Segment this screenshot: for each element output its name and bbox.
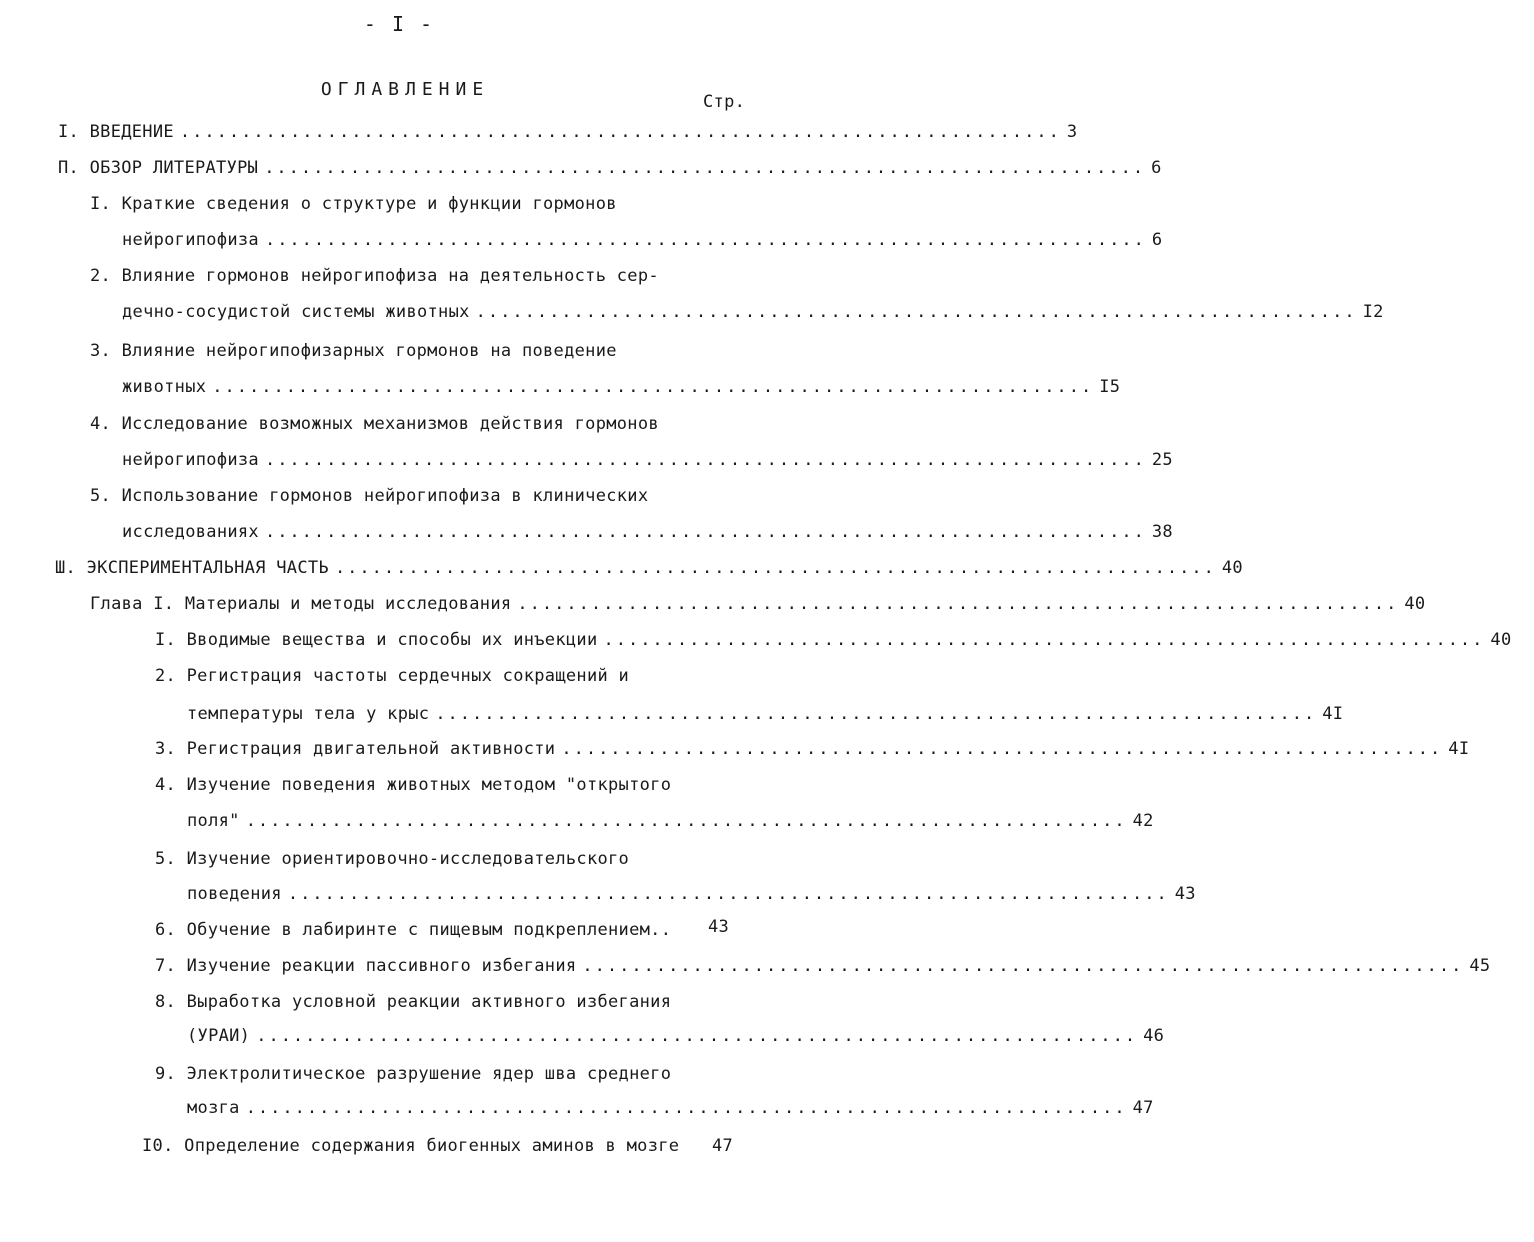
dot-leader: ........................................................................ — [264, 230, 1146, 250]
entry-number: I. — [155, 630, 177, 650]
entry-title: ОБЗОР ЛИТЕРАТУРЫ — [89, 158, 259, 178]
entry-title: Обучение в лабиринте с пищевым подкреплением.. — [186, 920, 672, 940]
toc-entry-biogenic-amines[interactable] — [142, 1136, 679, 1156]
dot-leader: ........................................................................ — [603, 630, 1485, 650]
entry-title-continued: дечно-сосудистой системы животных — [122, 302, 470, 322]
entry-title: Влияние нейрогипофизарных гормонов на поведение — [121, 341, 617, 361]
entry-page: 45 — [1469, 956, 1491, 976]
entry-title-continued: исследованиях — [122, 522, 259, 542]
entry-page: 43 — [708, 917, 730, 937]
entry-title: ВВЕДЕНИЕ — [89, 122, 174, 142]
entry-number: 3. — [90, 341, 112, 361]
dot-leader: ........................................................................ — [517, 594, 1399, 614]
entry-page: 3 — [1066, 122, 1078, 142]
entry-number: 6. — [155, 920, 177, 940]
toc-entry-line — [155, 775, 671, 795]
entry-title: Выработка условной реакции активного избегания — [186, 992, 672, 1012]
toc-heading: ОГЛАВЛЕНИЕ — [320, 79, 490, 100]
entry-title: Материалы и методы исследования — [184, 594, 512, 614]
entry-page: I5 — [1099, 377, 1121, 397]
entry-page: 40 — [1221, 558, 1243, 578]
entry-number: 4. — [155, 775, 177, 795]
entry-page: 42 — [1132, 811, 1154, 831]
entry-number: I. — [58, 122, 80, 142]
toc-entry-raphe-lesion[interactable] — [187, 1098, 1154, 1118]
toc-entry-open-field[interactable] — [187, 811, 1154, 831]
dot-leader: ........................................................................ — [245, 811, 1127, 831]
toc-entry-line — [90, 266, 659, 286]
entry-number: Глава I. — [90, 594, 175, 614]
entry-page: 6 — [1151, 230, 1163, 250]
entry-title: Исследование возможных механизмов действия гормонов — [121, 414, 659, 434]
dot-leader: ........................................................................ — [264, 158, 1146, 178]
toc-entry-active-avoidance[interactable] — [187, 1026, 1165, 1046]
toc-entry-behavior[interactable] — [122, 377, 1121, 397]
dot-leader: ........................................................................ — [435, 704, 1317, 724]
entry-page: 46 — [1143, 1026, 1165, 1046]
entry-number: I0. — [142, 1136, 174, 1156]
dot-leader: ........................................................................ — [287, 884, 1169, 904]
entry-title-continued: поведения — [187, 884, 282, 904]
dot-leader: ........................................................................ — [256, 1026, 1138, 1046]
entry-page: 40 — [1490, 630, 1512, 650]
entry-title: Вводимые вещества и способы их инъекции — [186, 630, 598, 650]
dot-leader: ........................................................................ — [334, 558, 1216, 578]
entry-page: 40 — [1404, 594, 1426, 614]
dot-leader: ........................................................................ — [561, 739, 1443, 759]
dot-leader: ........................................................................ — [179, 122, 1061, 142]
entry-number: 7. — [155, 956, 177, 976]
entry-title: Электролитическое разрушение ядер шва среднего — [186, 1064, 672, 1084]
entry-title: Изучение поведения животных методом "открытого — [186, 775, 672, 795]
entry-title: Изучение реакции пассивного избегания — [186, 956, 577, 976]
entry-title: Краткие сведения о структуре и функции гормонов — [121, 194, 617, 214]
entry-title-continued: (УРАИ) — [187, 1026, 251, 1046]
entry-number: 5. — [90, 486, 112, 506]
toc-entry-line — [155, 992, 671, 1012]
entry-title-continued: мозга — [187, 1098, 240, 1118]
entry-number: П. — [58, 158, 80, 178]
entry-page: 47 — [712, 1136, 734, 1156]
toc-entry-line — [155, 666, 629, 686]
entry-number: 3. — [155, 739, 177, 759]
dot-leader: ........................................................................ — [245, 1098, 1127, 1118]
toc-entry-line — [90, 341, 617, 361]
entry-number: 2. — [155, 666, 177, 686]
toc-entry-line — [90, 414, 659, 434]
entry-page: 43 — [1174, 884, 1196, 904]
toc-entry-line — [155, 849, 629, 869]
dot-leader: ........................................................................ — [582, 956, 1464, 976]
toc-entry-chapter-1[interactable] — [90, 594, 1426, 614]
entry-title-continued: температуры тела у крыс — [187, 704, 430, 724]
entry-title: Определение содержания биогенных аминов в мозге — [184, 1136, 680, 1156]
page-column-label: Стр. — [703, 92, 746, 112]
toc-entry-line — [90, 194, 617, 214]
entry-number: 5. — [155, 849, 177, 869]
entry-title: Изучение ориентировочно-исследовательского — [186, 849, 630, 869]
entry-title-continued: поля" — [187, 811, 240, 831]
toc-entry-line — [155, 1064, 671, 1084]
entry-title: Регистрация частоты сердечных сокращений и — [186, 666, 630, 686]
toc-entry-hormone-structure[interactable] — [122, 230, 1163, 250]
entry-title-continued: нейрогипофиза — [122, 450, 259, 470]
toc-entry-cardiovascular[interactable] — [122, 302, 1384, 322]
entry-page: 4I — [1322, 704, 1344, 724]
entry-title: Использование гормонов нейрогипофиза в клинических — [121, 486, 649, 506]
entry-number: 4. — [90, 414, 112, 434]
toc-entry-exploratory[interactable] — [187, 884, 1196, 904]
entry-page: 4I — [1448, 739, 1470, 759]
entry-number: Ш. — [55, 558, 77, 578]
toc-entry-passive-avoidance[interactable] — [155, 956, 1491, 976]
entry-number: I. — [90, 194, 112, 214]
dot-leader: ........................................................................ — [212, 377, 1094, 397]
toc-entry-mechanisms[interactable] — [122, 450, 1173, 470]
entry-number: 2. — [90, 266, 112, 286]
dot-leader: ........................................................................ — [264, 450, 1146, 470]
entry-title-continued: нейрогипофиза — [122, 230, 259, 250]
toc-entry-clinical[interactable] — [122, 522, 1173, 542]
entry-page: 6 — [1151, 158, 1162, 178]
toc-entry-introduction[interactable] — [58, 122, 1078, 142]
entry-number: 8. — [155, 992, 177, 1012]
toc-entry-heart-rate[interactable] — [187, 704, 1344, 724]
toc-entry-literature-review[interactable] — [58, 158, 1162, 178]
entry-title: Влияние гормонов нейрогипофиза на деятельность сер- — [121, 266, 659, 286]
entry-title: ЭКСПЕРИМЕНТАЛЬНАЯ ЧАСТЬ — [86, 558, 329, 578]
toc-entry-maze-learning[interactable] — [155, 920, 671, 940]
entry-page: I2 — [1362, 302, 1384, 322]
toc-entry-experimental[interactable] — [55, 558, 1243, 578]
entry-title: Регистрация двигательной активности — [186, 739, 556, 759]
toc-entry-line — [90, 486, 648, 506]
entry-title-continued: животных — [122, 377, 207, 397]
toc-entry-substances[interactable] — [155, 630, 1512, 650]
entry-page: 38 — [1151, 522, 1173, 542]
page-number: - I - — [363, 12, 435, 36]
dot-leader: ........................................................................ — [264, 522, 1146, 542]
dot-leader: ........................................................................ — [475, 302, 1357, 322]
entry-page: 47 — [1132, 1098, 1154, 1118]
toc-entry-motor-activity[interactable] — [155, 739, 1470, 759]
entry-number: 9. — [155, 1064, 177, 1084]
entry-page: 25 — [1151, 450, 1173, 470]
